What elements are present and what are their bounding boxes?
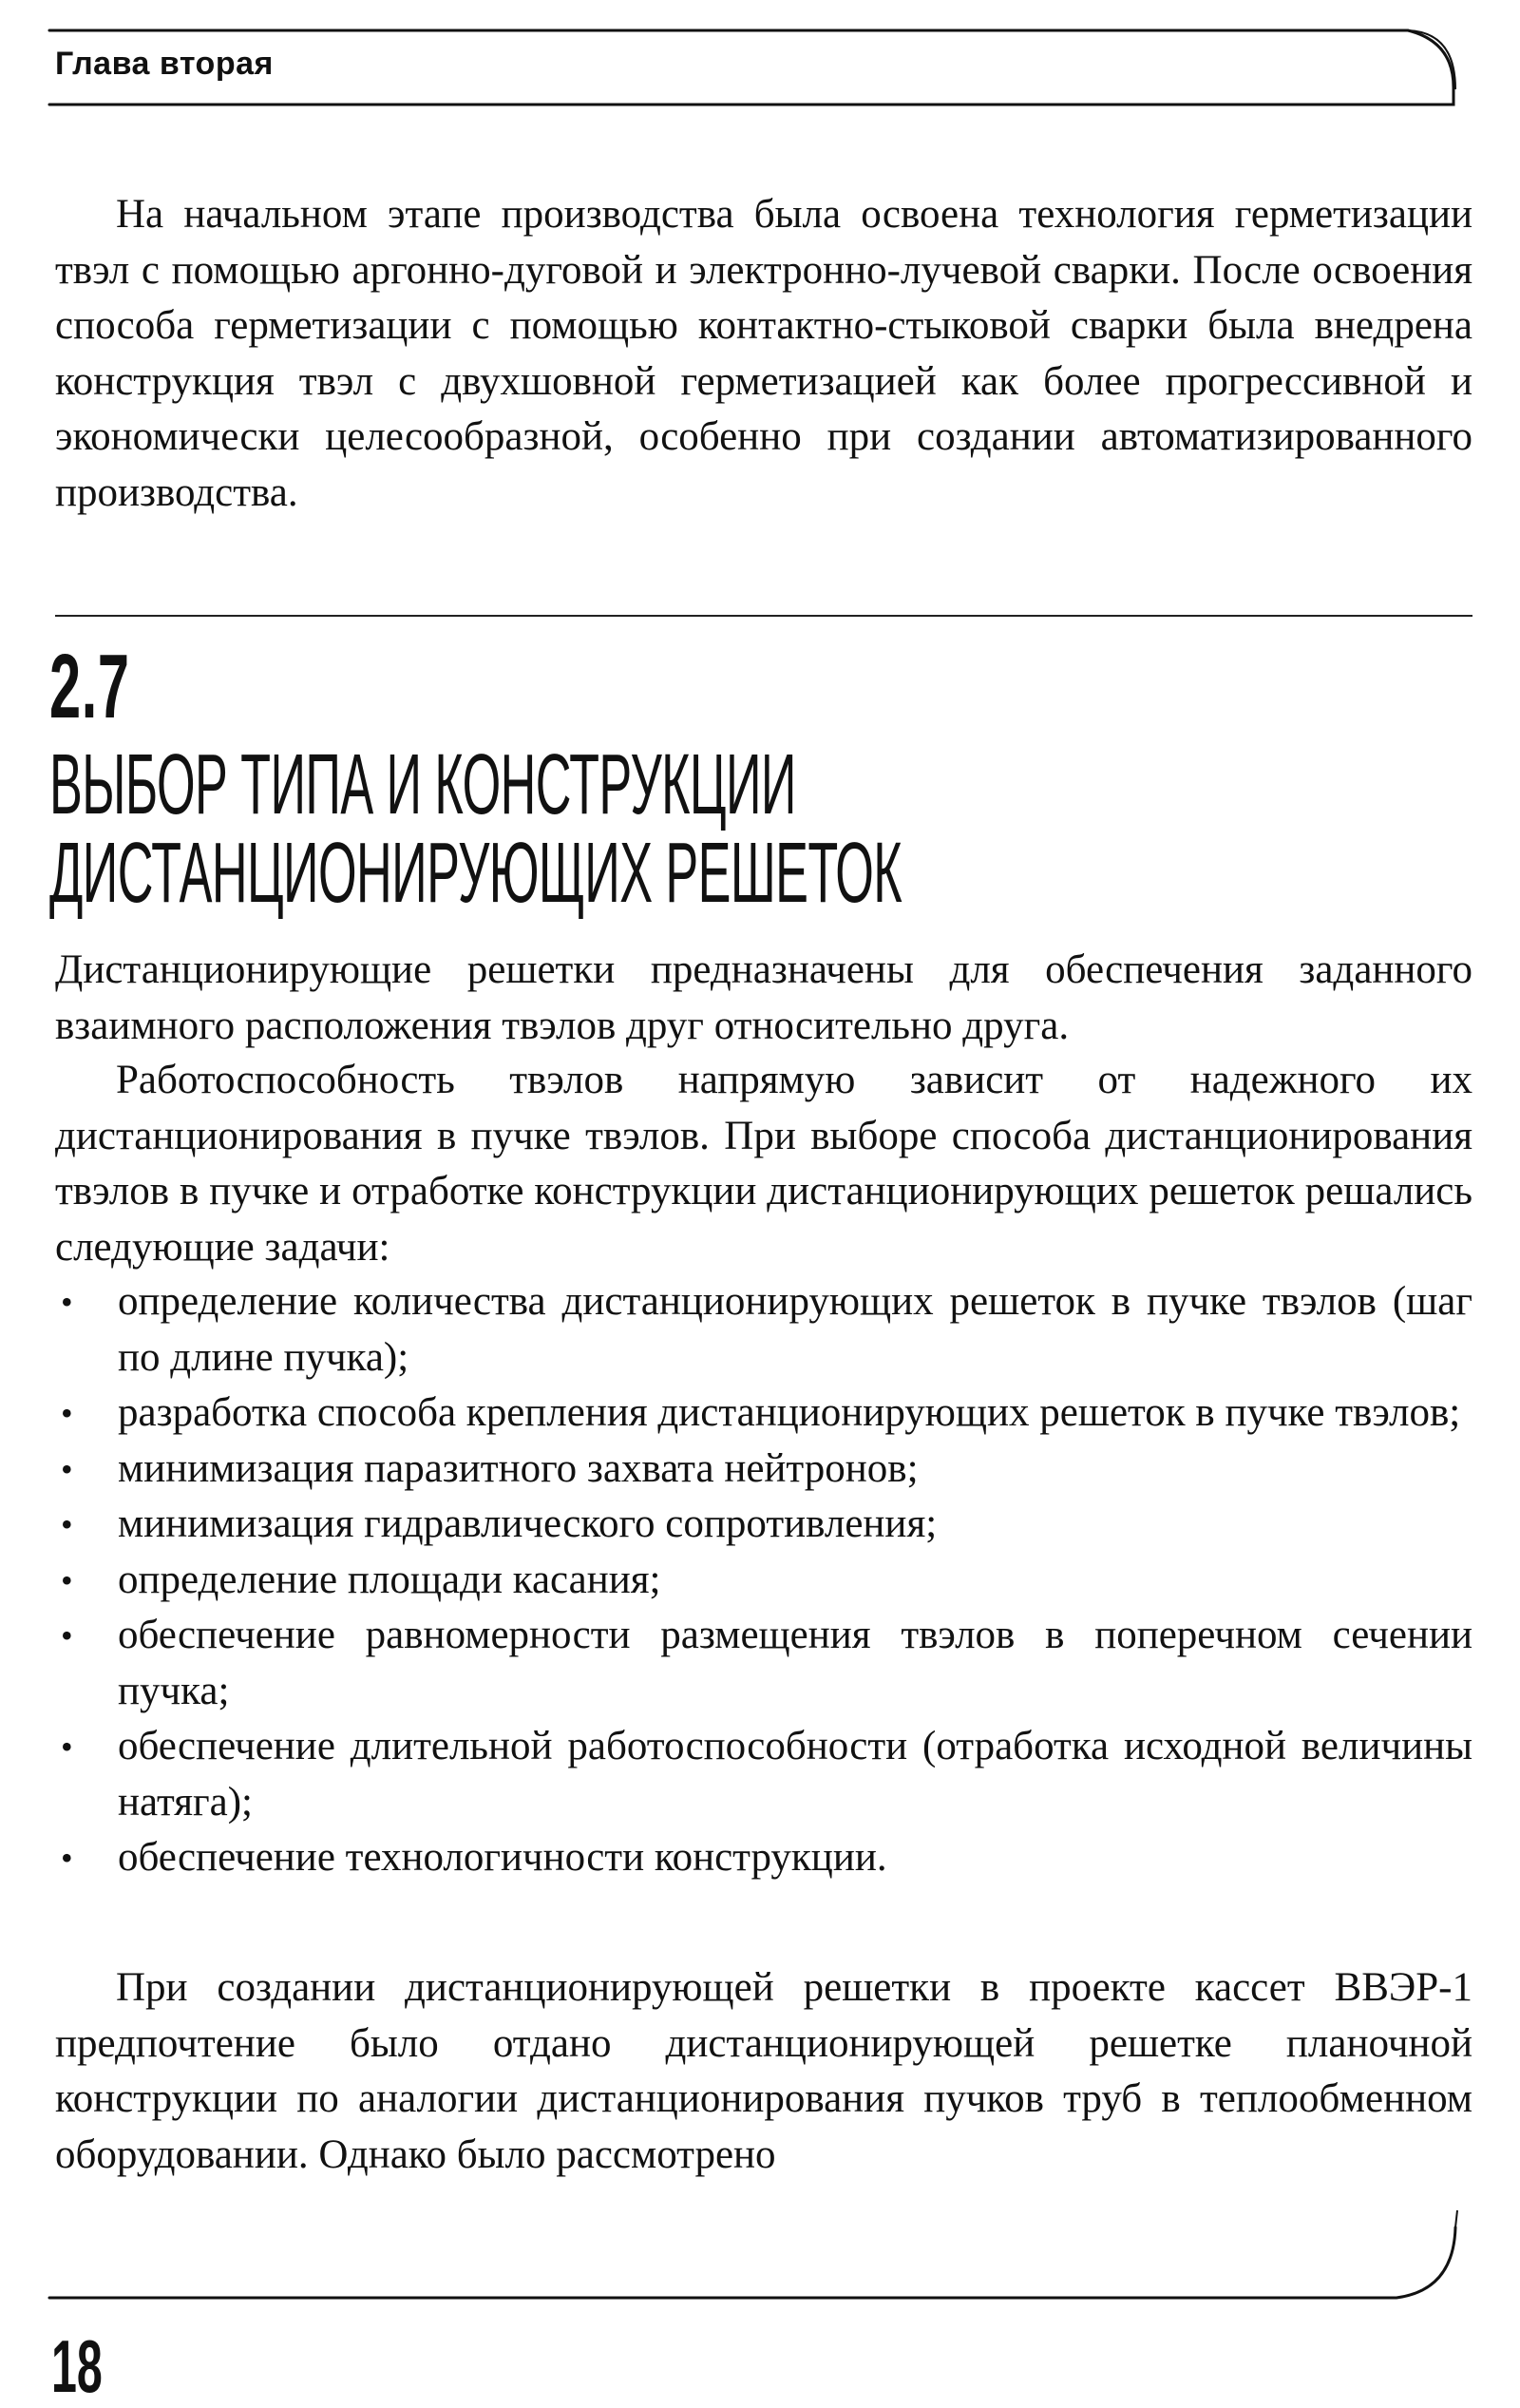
intro-paragraph: На начальном этапе производства была освоена технология герметизации твэл с помощью аргонно-дуговой и электронно-лучевой сварки. После освоения способа герметизации с помощью контактно-стыковой сварки была внедрена конструкция твэл с двухшовной герметизацией как более прогрессивной и экономически целесообразной, особенно при создании автоматизированного производства.: [55, 192, 1472, 515]
bullet-icon: •: [61, 1560, 73, 1599]
list-item: • определение количества дистанционирующих решеток в пучке твэлов (шаг по длине пучка);: [55, 1274, 1472, 1386]
paragraph-tasks-intro: Работоспособность твэлов напрямую зависит от надежного их дистанционирования в пучке твэлов. При выборе способа дистанционирования твэлов в пучке и отработке конструкции дистанционирующих решеток решались следующие задачи:: [55, 1058, 1472, 1270]
list-item: • разработка способа крепления дистанционирующих решеток в пучке твэлов;: [55, 1386, 1472, 1442]
section-title-line-2: ДИСТАНЦИОНИРУЮЩИХ РЕШЕТОК: [49, 826, 902, 921]
list-item: • обеспечение технологичности конструкции.: [55, 1830, 1472, 1886]
bullet-icon: •: [61, 1283, 73, 1321]
list-item: • определение площади касания;: [55, 1553, 1472, 1609]
list-item: • обеспечение равномерности размещения твэлов в поперечном сечении пучка;: [55, 1608, 1472, 1719]
list-item: • обеспечение длительной работоспособности (отработка исходной величины натяга);: [55, 1719, 1472, 1830]
page-number: 18: [51, 2324, 103, 2408]
list-item: • минимизация гидравлического сопротивления;: [55, 1497, 1472, 1553]
paragraph-purpose: Дистанционирующие решетки предназначены для обеспечения заданного взаимного расположения твэлов друг относительно друга.: [55, 947, 1472, 1048]
list-item: • минимизация паразитного захвата нейтронов;: [55, 1442, 1472, 1498]
running-header-chapter: Глава вторая: [55, 46, 274, 82]
bullet-icon: •: [61, 1839, 73, 1877]
section-title-line-1: ВЫБОР ТИПА И КОНСТРУКЦИИ: [49, 737, 796, 832]
bullet-icon: •: [61, 1616, 73, 1654]
bullet-icon: •: [61, 1728, 73, 1766]
paragraph-vver-grid: При создании дистанционирующей решетки в проекте кассет ВВЭР-1 предпочтение было отдано дистанционирующей решетке планочной конструкции по аналогии дистанционирования пучков труб в теплообменном оборудовании. Однако было рассмотрено: [55, 1965, 1472, 2177]
section-number: 2.7: [49, 636, 130, 737]
bullet-icon: •: [61, 1394, 73, 1432]
bullet-icon: •: [61, 1449, 73, 1488]
bullet-icon: •: [61, 1505, 73, 1543]
